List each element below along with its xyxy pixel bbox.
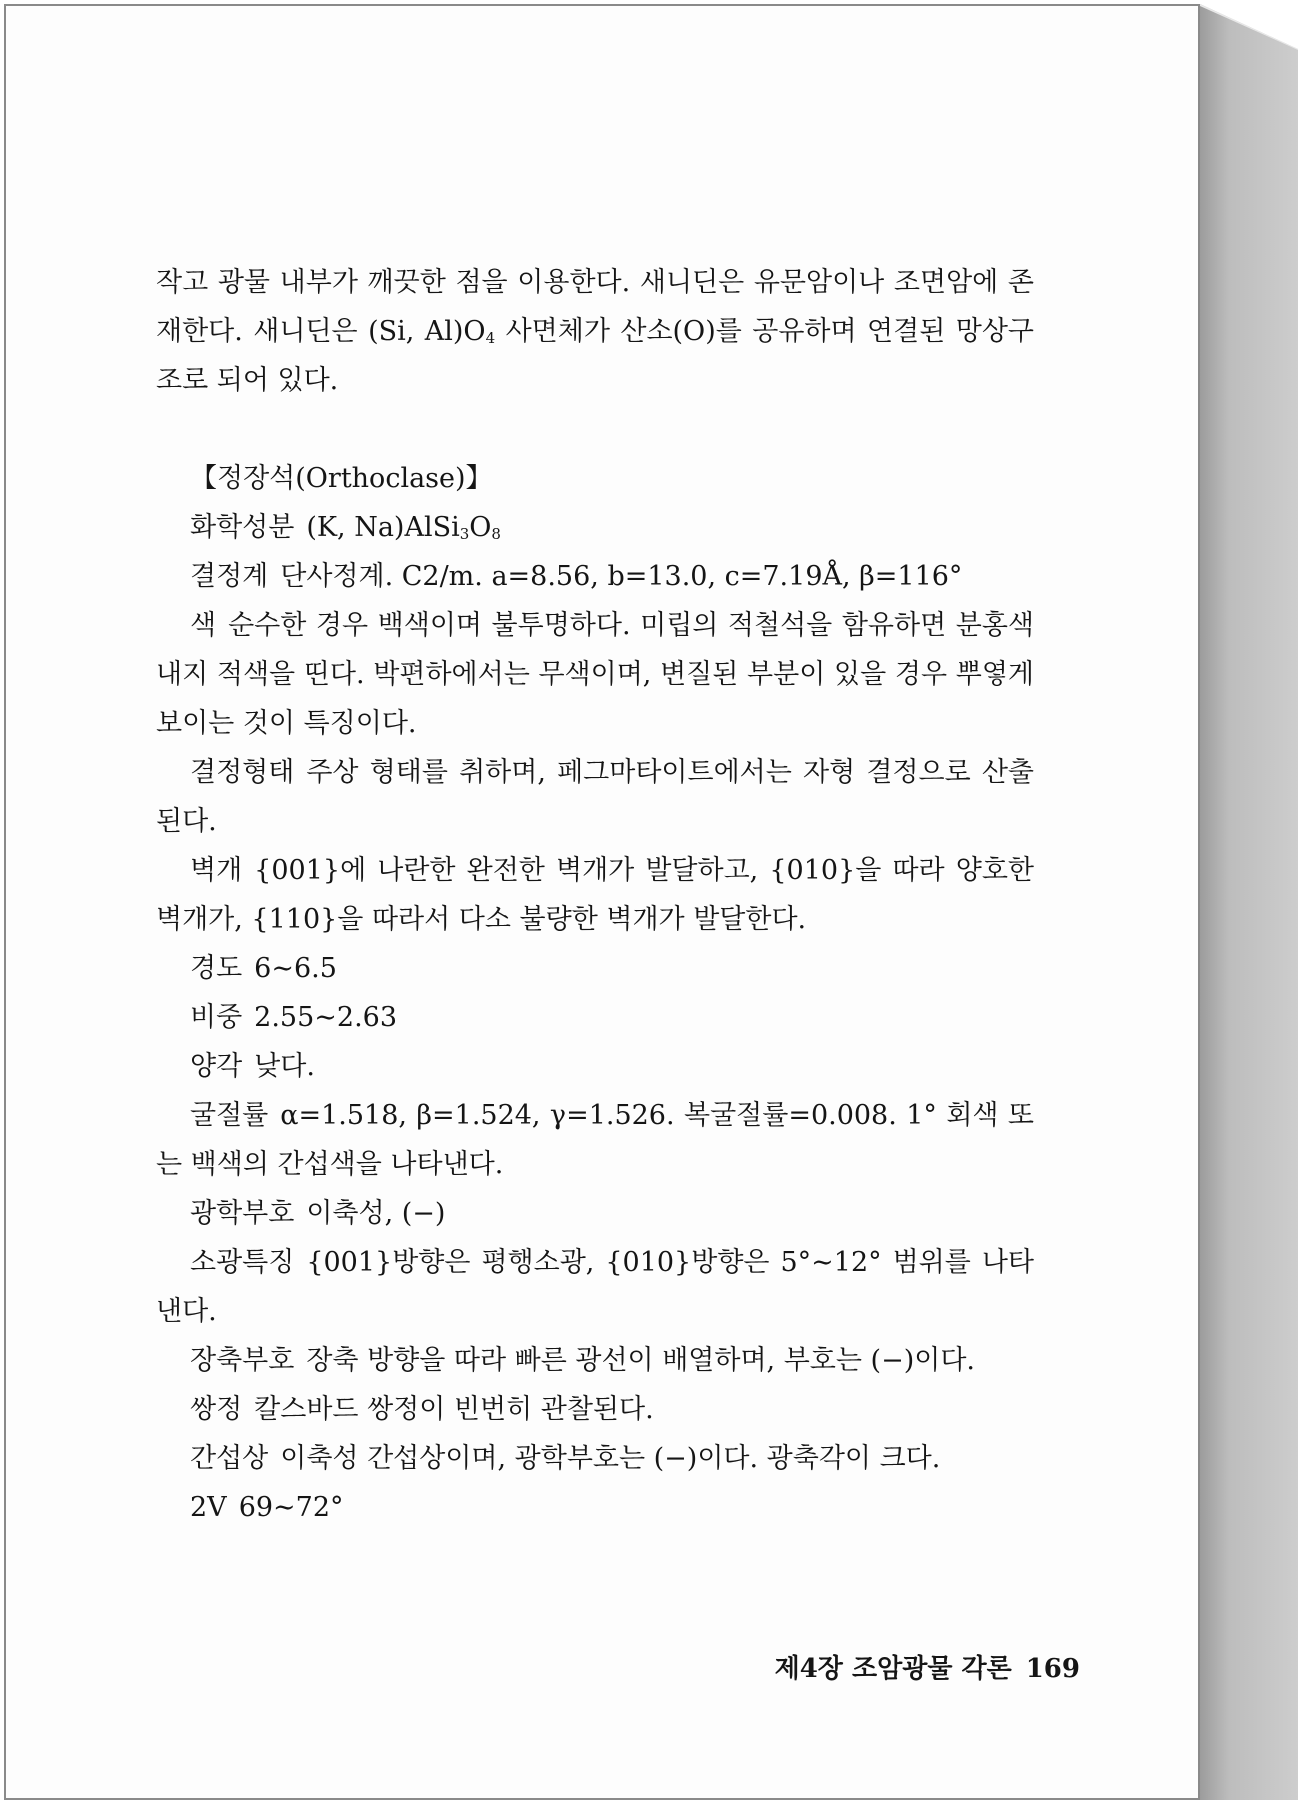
entry-text: {001}방향은 평행소광, {010}방향은 5°∼12° 범위를 나타낸다. [156, 1247, 1034, 1327]
entry-elongation [156, 1336, 1034, 1385]
chapter-title: 제4장 조암광물 각론 [774, 1654, 1012, 1684]
intro-text-continued: 사면체가 산소(O)를 공유하며 연결된 망상구조로 되어 있다. [156, 316, 1034, 396]
intro-text: 작고 광물 내부가 깨끗한 점을 이용한다. 새니딘은 유문암이나 조면암에 존재한다. 새니딘은 (Si, Al)O [156, 267, 1034, 347]
entry-text: α=1.518, β=1.524, γ=1.526. 복굴절률=0.008. 1° 회색 또는 백색의 간섭색을 나타낸다. [156, 1100, 1034, 1180]
entry-crystal-habit [156, 748, 1034, 846]
entry-text: 칼스바드 쌍정이 빈번히 관찰된다. [254, 1394, 654, 1425]
entry-text: 낮다. [254, 1051, 315, 1082]
entry-term: 색 [190, 610, 217, 641]
entry-text: 주상 형태를 취하며, 페그마타이트에서는 자형 결정으로 산출된다. [156, 757, 1034, 837]
entry-term: 장축부호 [190, 1345, 295, 1376]
formula-subscript: 3 [459, 525, 470, 543]
entry-specific-gravity [156, 993, 1034, 1042]
entry-cleavage [156, 846, 1034, 944]
entry-text: 단사정계. C2/m. a=8.56, b=13.0, c=7.19Å, β=116° [280, 561, 963, 592]
intro-paragraph [156, 258, 1034, 405]
entry-term: 2V [190, 1492, 227, 1523]
page-number: 169 [1025, 1654, 1080, 1684]
entry-term: 화학성분 [190, 512, 295, 543]
entry-crystal-system [156, 552, 1034, 601]
entry-text: 장축 방향을 따라 빠른 광선이 배열하며, 부호는 (−)이다. [306, 1345, 975, 1376]
page-footer [680, 1648, 1080, 1685]
entry-twinning [156, 1385, 1034, 1434]
entry-text: 순수한 경우 백색이며 불투명하다. 미립의 적철석을 함유하면 분홍색 내지 적색을 띤다. 박편하에서는 무색이며, 변질된 부분이 있을 경우 뿌옇게 보이는 것이 특징이다. [156, 610, 1034, 739]
section-heading: 【정장석(Orthoclase)】 [190, 463, 493, 494]
entry-term: 간섭상 [190, 1443, 269, 1474]
entry-optic-sign [156, 1189, 1034, 1238]
formula-subscript: 8 [491, 525, 501, 543]
intro-subscript: 4 [485, 329, 496, 347]
entry-term: 비중 [190, 1002, 243, 1033]
entry-term: 벽개 [190, 855, 243, 886]
entry-text: 2.55∼2.63 [254, 1002, 398, 1033]
page-stack-edge [1200, 4, 1298, 1800]
entry-interference-figure [156, 1434, 1034, 1483]
page-body [156, 258, 1034, 1532]
entry-text: 이축성 간섭상이며, 광학부호는 (−)이다. 광축각이 크다. [280, 1443, 941, 1474]
formula-text: O [469, 512, 492, 543]
entry-relief [156, 1042, 1034, 1091]
entry-term: 광학부호 [190, 1198, 295, 1229]
entry-refractive-index [156, 1091, 1034, 1189]
entry-term: 결정계 [190, 561, 269, 592]
entry-term: 쌍정 [190, 1394, 243, 1425]
formula-text: (K, Na)AlSi [306, 512, 460, 543]
entry-term: 경도 [190, 953, 243, 984]
entry-extinction [156, 1238, 1034, 1336]
entry-term: 결정형태 [190, 757, 295, 788]
entry-formula [156, 503, 1034, 552]
entry-text: {001}에 나란한 완전한 벽개가 발달하고, {010}을 따라 양호한 벽개가, {110}을 따라서 다소 불량한 벽개가 발달한다. [156, 855, 1034, 935]
entry-text: 6∼6.5 [254, 953, 337, 984]
entry-term: 소광특징 [190, 1247, 295, 1278]
entry-term: 양각 [190, 1051, 243, 1082]
entry-2v [156, 1483, 1034, 1532]
entry-hardness [156, 944, 1034, 993]
entry-term: 굴절률 [190, 1100, 269, 1131]
paragraph-gap [156, 405, 1034, 454]
entry-color [156, 601, 1034, 748]
entry-text: 69∼72° [238, 1492, 344, 1523]
entry-text: 이축성, (−) [306, 1198, 446, 1229]
page-edge-shade [1200, 4, 1298, 1800]
